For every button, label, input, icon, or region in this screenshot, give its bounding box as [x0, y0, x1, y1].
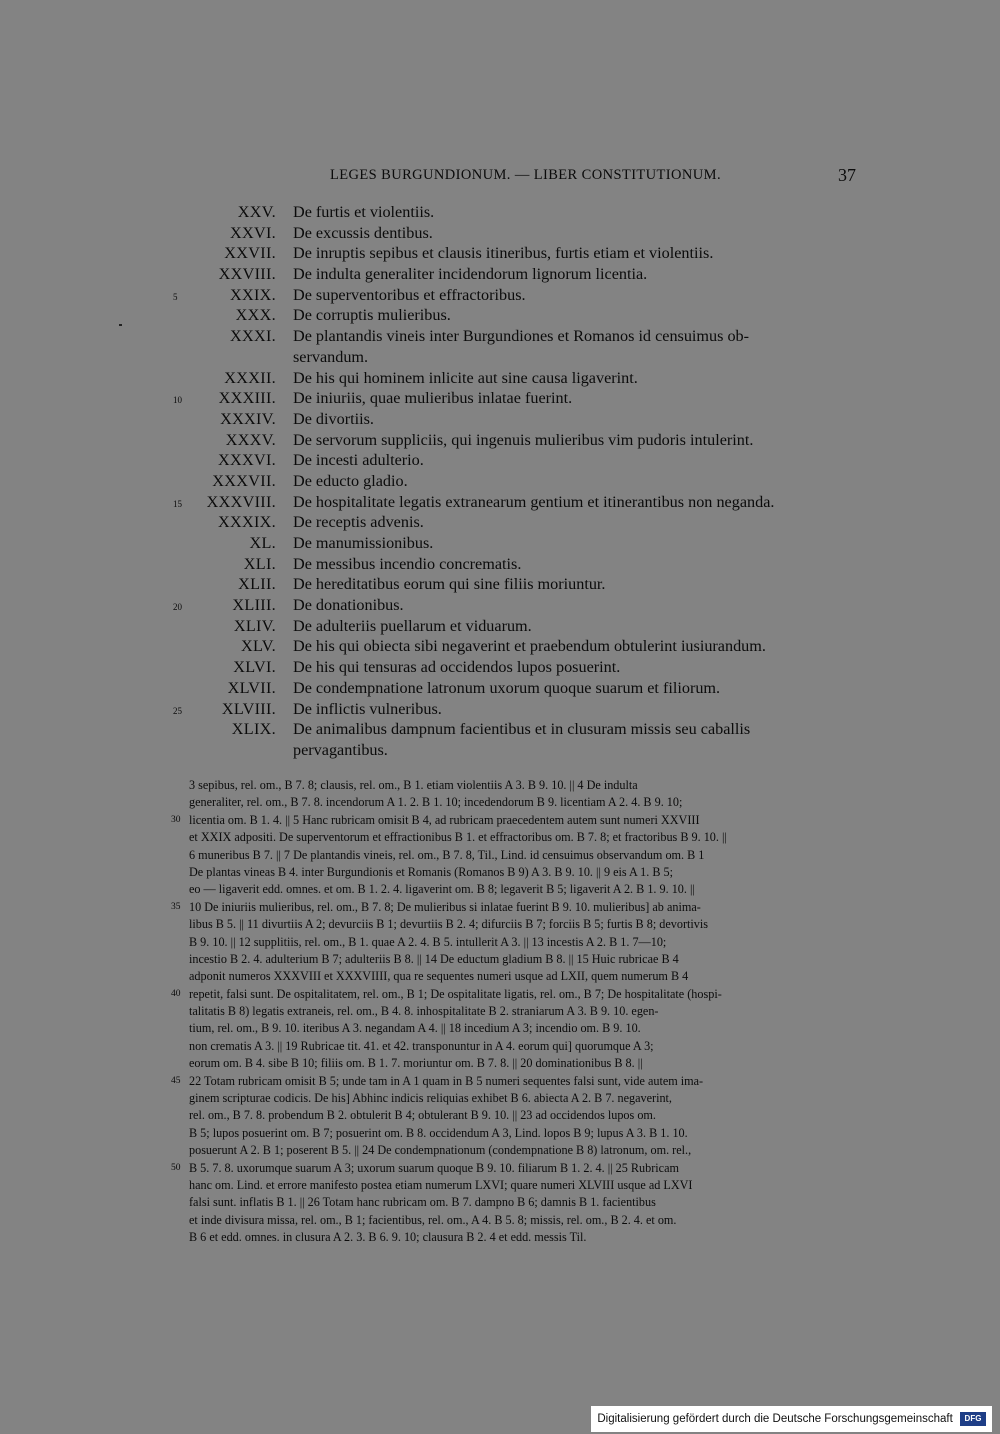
note-text: rel. om., B 7. 8. probendum B 2. obtulerit B 4; obtulerant B 9. 10. || 23 ad occidendos lupos om. — [189, 1108, 656, 1123]
note-line — [160, 1229, 860, 1246]
rubric-row — [160, 430, 880, 451]
rubric-title: De superventoribus et effractoribus. — [293, 285, 526, 304]
rubric-row — [160, 740, 880, 761]
note-line — [160, 777, 860, 794]
rubric-title: De incesti adulterio. — [293, 451, 424, 470]
rubric-title: De receptis advenis. — [293, 513, 424, 532]
note-line — [160, 1073, 860, 1090]
note-line — [160, 1020, 860, 1037]
note-text: De plantas vineas B 4. inter Burgundionis et Romanis (Romanos B 9) A 3. B 9. 10. || 9 eis A 1. B 5; — [189, 864, 674, 879]
note-line — [160, 847, 860, 864]
note-line — [160, 829, 860, 846]
rubric-row — [160, 678, 880, 699]
rubric-numeral: XXIX. — [229, 285, 276, 304]
rubric-numeral: XXXIV. — [220, 409, 276, 428]
rubric-list — [160, 202, 880, 761]
rubric-row — [160, 326, 880, 347]
note-line — [160, 1177, 860, 1194]
note-line — [160, 1107, 860, 1124]
rubric-title: De hospitalitate legatis extranearum gentium et itinerantibus non neganda. — [293, 492, 775, 511]
line-number: 30 — [171, 814, 181, 825]
rubric-row — [160, 409, 880, 430]
note-line — [160, 1003, 860, 1020]
note-line — [160, 1055, 860, 1072]
note-text: repetit, falsi sunt. De ospitalitatem, rel. om., B 1; De ospitalitate ligatis, rel. om., B 7; De hospitalitate (hospi- — [189, 986, 722, 1001]
note-text: 22 Totam rubricam omisit B 5; unde tam in A 1 quam in B 5 numeri sequentes falsi sunt, vide autem ima- — [189, 1073, 704, 1088]
rubric-title: De inruptis sepibus et clausis itineribus, furtis etiam et violentiis. — [293, 244, 714, 263]
note-line — [160, 916, 860, 933]
note-line — [160, 881, 860, 898]
note-text: tium, rel. om., B 9. 10. iteribus A 3. negandam A 4. || 18 incedium A 3; incendio om. B 9. 10. — [189, 1021, 641, 1036]
rubric-title: De inflictis vulneribus. — [293, 699, 442, 718]
rubric-numeral: XXXI. — [229, 327, 276, 346]
rubric-title: De donationibus. — [293, 596, 404, 615]
dfg-credit-text: Digitalisierung gefördert durch die Deutsche Forschungsgemeinschaft — [597, 1413, 953, 1425]
note-text: et XXIX adpositi. De superventorum et effractionibus B 1. et effractoribus om. B 7. 8; et fractoribus B 9. 10. || — [189, 830, 727, 845]
note-text: talitatis B 8) legatis extraneis, rel. om., B 4. 8. inhospitalitate B 2. straniarum A 3. B 9. 10. egen- — [189, 1004, 659, 1019]
note-line — [160, 864, 860, 881]
rubric-numeral: XLII. — [238, 575, 276, 594]
line-number: 5 — [173, 291, 178, 302]
note-text: eorum om. B 4. sibe B 10; filiis om. B 1. 7. moriuntur om. B 7. 8. || 20 dominationibus B 8. || — [189, 1056, 643, 1071]
rubric-title: De educto gladio. — [293, 471, 408, 490]
rubric-title: De his qui hominem inlicite aut sine causa ligaverint. — [293, 368, 638, 387]
note-text: 10 De iniuriis mulieribus, rel. om., B 7. 8; De mulieribus si inlatae fuerint B 9. 10. mulieribus] ab anima- — [189, 899, 701, 914]
line-number: 35 — [171, 901, 181, 912]
note-text: ginem scripturae codicis. De his] Abhinc indicis reliquias exhibet B 6. abiecta A 2. B 7. negaverint, — [189, 1091, 672, 1106]
rubric-numeral: XLVI. — [233, 658, 276, 677]
critical-apparatus — [160, 777, 860, 1247]
rubric-numeral: XXXV. — [225, 430, 276, 449]
rubric-numeral: XXXIX. — [218, 513, 276, 532]
note-text: eo — ligaverit edd. omnes. et om. B 1. 2. 4. ligaverint om. B 8; legaverit B 5; ligaverit A 2. B 1. 9. 10. || — [189, 882, 695, 897]
rubric-title: De plantandis vineis inter Burgundiones et Romanos id censuimus ob- — [293, 327, 750, 346]
rubric-row — [160, 223, 880, 244]
note-line — [160, 812, 860, 829]
rubric-numeral: XXVII. — [224, 244, 276, 263]
line-number: 20 — [173, 602, 182, 613]
line-number: 50 — [171, 1162, 181, 1173]
note-text: 3 sepibus, rel. om., B 7. 8; clausis, rel. om., B 1. etiam violentiis A 3. B 9. 10. || 4 De indulta — [189, 778, 638, 792]
rubric-title: De servorum suppliciis, qui ingenuis mulieribus vim pudoris intulerint. — [293, 430, 754, 449]
rubric-row — [160, 243, 880, 264]
note-text: non crematis A 3. || 19 Rubricae tit. 41. et 42. transponuntur in A 4. eorum qui] quorumque A 3; — [189, 1038, 654, 1053]
rubric-row — [160, 264, 880, 285]
note-text: generaliter, rel. om., B 7. 8. incendorum A 1. 2. B 1. 10; incedendorum B 9. licentiam A 2. 4. B 9. 10; — [189, 795, 683, 810]
rubric-row — [160, 388, 880, 409]
rubric-title: De animalibus dampnum facientibus et in clusuram missis seu caballis — [293, 720, 751, 739]
note-line — [160, 986, 860, 1003]
rubric-row — [160, 636, 880, 657]
note-text: B 6 et edd. omnes. in clusura A 2. 3. B 6. 9. 10; clausura B 2. 4 et edd. messis Til. — [189, 1230, 587, 1245]
rubric-title: servandum. — [293, 347, 369, 366]
rubric-numeral: XLI. — [243, 554, 276, 573]
rubric-row — [160, 574, 880, 595]
rubric-title: De his qui tensuras ad occidendos lupos posuerint. — [293, 658, 621, 677]
line-number: 15 — [173, 498, 182, 509]
rubric-numeral: XLVIII. — [221, 699, 276, 718]
line-number: 40 — [171, 988, 181, 999]
note-text: posuerunt A 2. B 1; poserent B 5. || 24 De condempnationum (condempnatione B 8) latronum, om. rel., — [189, 1143, 692, 1158]
rubric-numeral: XXXVII. — [212, 471, 276, 490]
rubric-numeral: XXXVI. — [218, 451, 276, 470]
rubric-row — [160, 368, 880, 389]
rubric-row — [160, 285, 880, 306]
rubric-row — [160, 305, 880, 326]
note-line — [160, 1142, 860, 1159]
note-line — [160, 1212, 860, 1229]
rubric-row — [160, 471, 880, 492]
rubric-title: De iniuriis, quae mulieribus inlatae fuerint. — [293, 389, 573, 408]
note-text: libus B 5. || 11 divurtiis A 2; devurciis B 1; devurtiis B 2. 4; difurciis B 7; forciis B 5; furtis B 8; devortivis — [189, 917, 709, 932]
note-line — [160, 934, 860, 951]
rubric-numeral: XXXIII. — [218, 389, 276, 408]
note-line — [160, 968, 860, 985]
line-number: 10 — [173, 395, 182, 406]
note-line — [160, 794, 860, 811]
note-line — [160, 899, 860, 916]
rubric-title: De messibus incendio concrematis. — [293, 554, 522, 573]
rubric-title: De hereditatibus eorum qui sine filiis moriuntur. — [293, 575, 606, 594]
rubric-row — [160, 554, 880, 575]
margin-mark — [119, 324, 122, 326]
rubric-title: De excussis dentibus. — [293, 223, 433, 242]
rubric-title: De divortiis. — [293, 409, 374, 428]
rubric-row — [160, 202, 880, 223]
rubric-title: De his qui obiecta sibi negaverint et praebendum obtulerint iusiurandum. — [293, 637, 766, 656]
rubric-numeral: XXVIII. — [218, 265, 276, 284]
rubric-numeral: XLIII. — [232, 596, 276, 615]
rubric-numeral: XLV. — [241, 637, 276, 656]
rubric-numeral: XLVII. — [227, 678, 276, 697]
line-number: 25 — [173, 705, 182, 716]
note-text: et inde divisura missa, rel. om., B 1; facientibus, rel. om., A 4. B 5. 8; missis, rel. om., B 2. 4. et om. — [189, 1212, 677, 1227]
note-line — [160, 1090, 860, 1107]
note-text: licentia om. B 1. 4. || 5 Hanc rubricam omisit B 4, ad rubricam praecedentem autem sunt numeri XXVIII — [189, 812, 700, 827]
rubric-title: De furtis et violentiis. — [293, 203, 435, 221]
dfg-credit-bar — [591, 1406, 992, 1432]
rubric-row — [160, 719, 880, 740]
rubric-numeral: XLIX. — [231, 720, 276, 739]
note-line — [160, 1125, 860, 1142]
rubric-row — [160, 657, 880, 678]
rubric-title: pervagantibus. — [293, 740, 388, 759]
note-text: B 5. 7. 8. uxorumque suarum A 3; uxorum suarum quoque B 9. 10. filiarum B 1. 2. 4. || 25 Rubricam — [189, 1160, 679, 1175]
note-line — [160, 1038, 860, 1055]
note-text: incestio B 2. 4. adulterium B 7; adulteriis B 8. || 14 De eductum gladium B 8. || 15 Huic rubricae B 4 — [189, 951, 679, 966]
rubric-numeral: XXVI. — [229, 223, 276, 242]
rubric-title: De indulta generaliter incidendorum lignorum licentia. — [293, 265, 648, 284]
note-line — [160, 1194, 860, 1211]
rubric-row — [160, 347, 880, 368]
running-title: LEGES BURGUNDIONUM. — LIBER CONSTITUTIONUM. — [330, 167, 721, 183]
rubric-numeral: XXV. — [237, 203, 276, 221]
rubric-title: De adulteriis puellarum et viduarum. — [293, 616, 532, 635]
rubric-numeral: XL. — [249, 534, 276, 552]
note-text: B 9. 10. || 12 supplitiis, rel. om., B 1. quae A 2. 4. B 5. intullerit A 3. || 13 incestis A 2. B 1. 7—10; — [189, 934, 667, 949]
rubric-row — [160, 512, 880, 533]
note-line — [160, 1160, 860, 1177]
rubric-row — [160, 450, 880, 471]
note-text: adponit numeros XXXVIII et XXXVIIII, qua re sequentes numeri usque ad LXII, quem numerum B 4 — [189, 969, 689, 984]
note-text: hanc om. Lind. et errore manifesto postea etiam numerum LXVI; quare numeri XLVIII usque ad LXVI — [189, 1177, 693, 1192]
rubric-row — [160, 533, 880, 554]
rubric-numeral: XXX. — [235, 306, 276, 325]
rubric-numeral: XXXII. — [224, 368, 276, 387]
rubric-row — [160, 699, 880, 720]
note-text: falsi sunt. inflatis B 1. || 26 Totam hanc rubricam om. B 7. dampno B 6; damnis B 1. facientibus — [189, 1195, 656, 1210]
rubric-row — [160, 595, 880, 616]
note-line — [160, 951, 860, 968]
rubric-row — [160, 492, 880, 513]
rubric-numeral: XXXVIII. — [206, 492, 276, 511]
line-number: 45 — [171, 1075, 181, 1086]
note-text: B 5; lupos posuerint om. B 7; posuerint om. B 8. occidendum A 3, Lind. lopos B 9; lupus A 3. B 1. 10. — [189, 1125, 688, 1140]
rubric-numeral: XLIV. — [233, 616, 276, 635]
rubric-title: De manumissionibus. — [293, 534, 434, 552]
rubric-row — [160, 616, 880, 637]
note-text: 6 muneribus B 7. || 7 De plantandis vineis, rel. om., B 7. 8, Til., Lind. id censuimus observandum om. B 1 — [189, 847, 705, 862]
rubric-title: De condempnatione latronum uxorum quoque suarum et filiorum. — [293, 678, 721, 697]
page-number: 37 — [838, 165, 856, 185]
rubric-title: De corruptis mulieribus. — [293, 306, 451, 325]
dfg-logo-icon: DFG — [960, 1412, 986, 1426]
